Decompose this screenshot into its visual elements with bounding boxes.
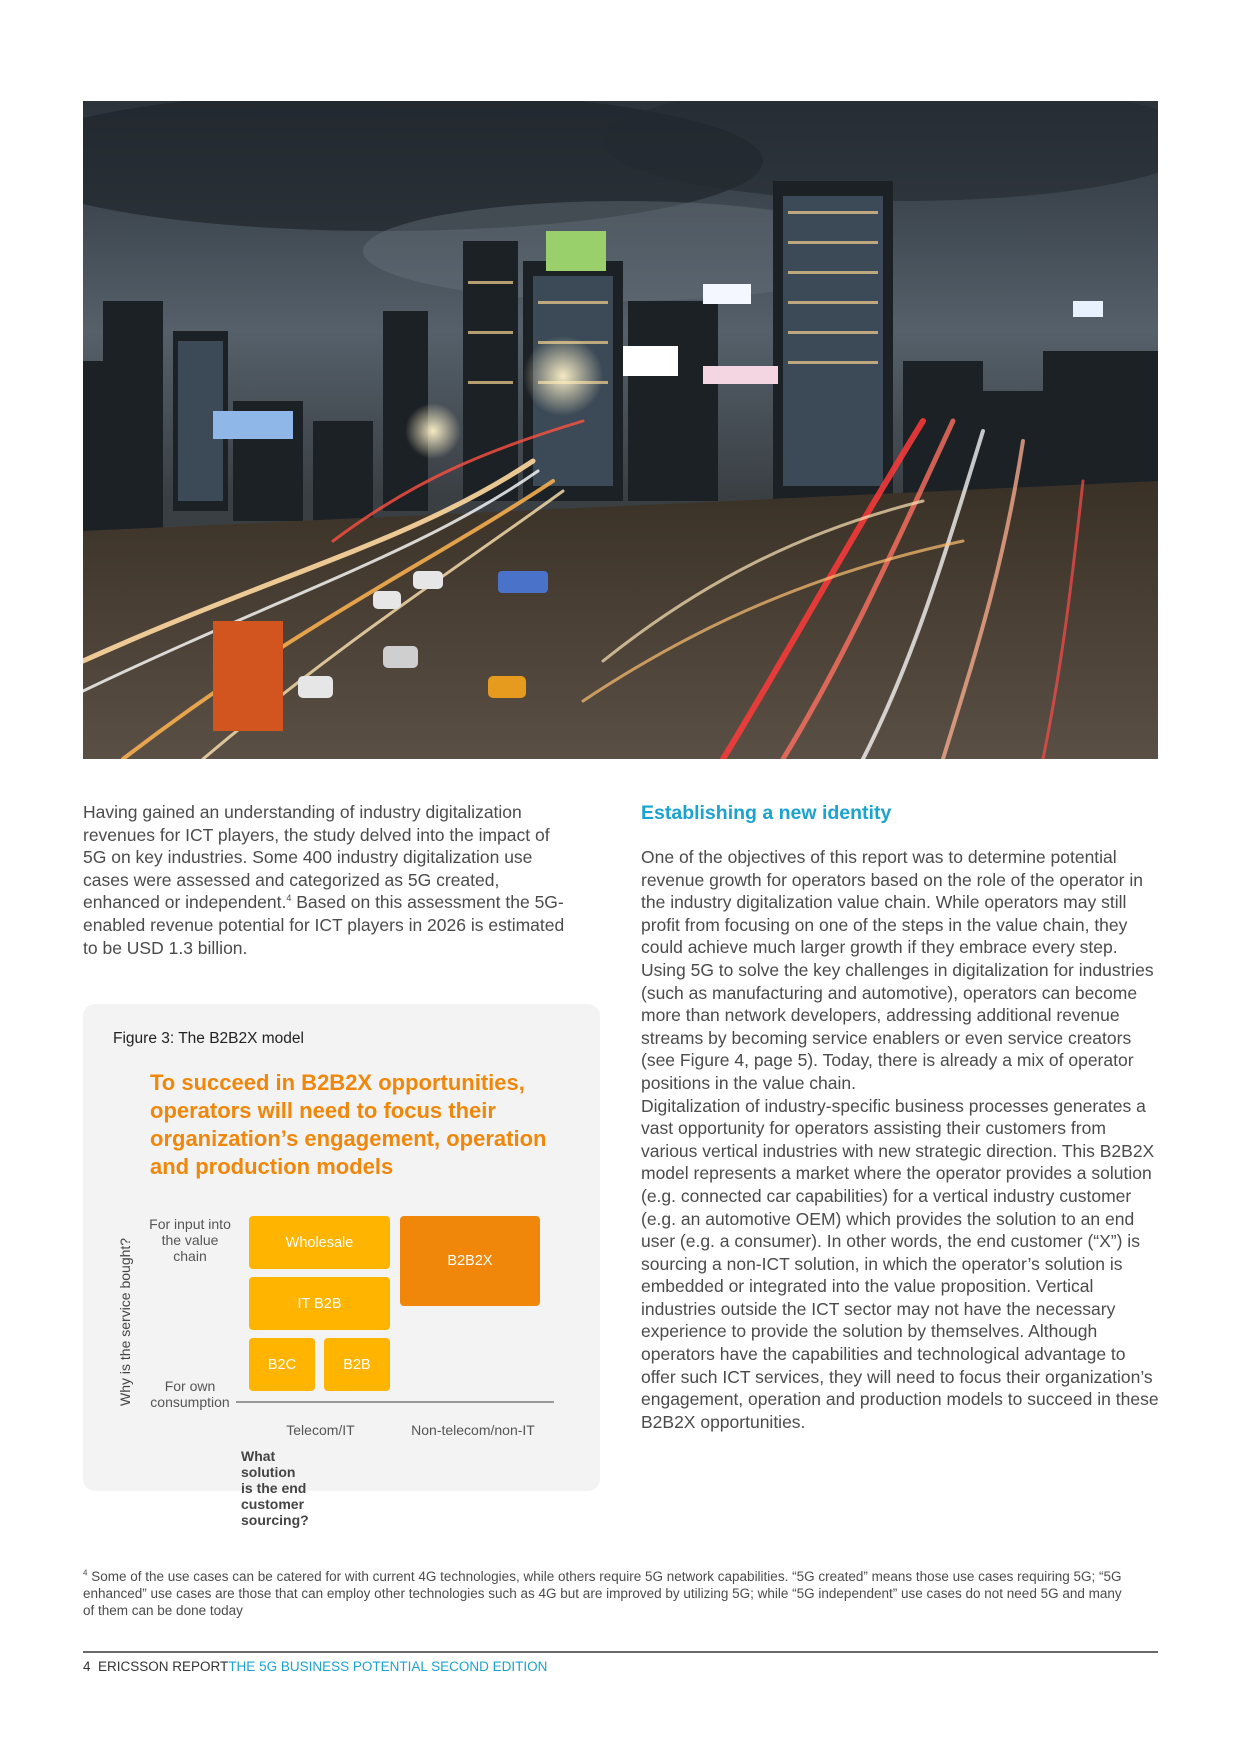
section-heading: Establishing a new identity [641, 802, 892, 824]
cell-b2c: B2C [249, 1338, 315, 1391]
cell-b2b: B2B [324, 1338, 390, 1391]
y-axis-bottom-label: For own consumption [150, 1378, 230, 1410]
cell-b2b2x: B2B2X [400, 1216, 540, 1306]
x-axis-right-label: Non-telecom/non-IT [411, 1422, 535, 1438]
figure-b2b2x-model [83, 1004, 600, 1528]
footnote-text: Some of the use cases can be catered for with current 4G technologies, while others require 5G network capabilities. “5G created” means those use cases requiring 5G; “5G enhanced” use cases are those that can employ other technologies such as 4G but are improved by utilizing 5G; while “5G independent” use cases do not need 5G and many of them can be done today [83, 1569, 1122, 1618]
intro-paragraph: Having gained an understanding of industry digitalization revenues for ICT players, the study delved into the impact of 5G on key industries. Some 400 industry digitalization use cases were assessed and categorized as 5G created, enhanced or independent.$^4$ Based on this assessment the 5G-enabled revenue potential for ICT players in 2026 is estimated to be USD 1.3 billion. [83, 802, 565, 958]
footnote [83, 1568, 1123, 1619]
footnote-number: 4 [83, 1568, 88, 1578]
figure-pull-quote: To succeed in B2B2X opportunities, operators will need to focus their organization’s engagement, operation and production models [150, 1070, 547, 1179]
intro-column [83, 801, 573, 959]
page-number: 4 [83, 1659, 91, 1674]
identity-paragraph-2: Digitalization of industry-specific business processes generates a vast opportunity for operators assisting their customers from various vertical industries with new strategic direction. This B2B2X model represents a market where the operator provides a solution (e.g. connected car capabilities) for a vertical industry customer (e.g. an automotive OEM) which provides the solution to an end user (e.g. a consumer). In other words, the end customer (“X”) is sourcing a non-ICT solution, in which the operator’s solution is embedded or integrated into the value proposition. Vertical industries outside the ICT sector may not have the necessary experience to provide the solution by themselves. Although operators have the capabilities and technological advantage to offer such ICT services, they will need to focus their organization’s engagement, operation and production models to succeed in these B2B2X opportunities. [641, 1095, 1159, 1432]
hero-photo [83, 101, 1158, 759]
page-footer [83, 1659, 547, 1674]
y-axis-top-label: For input into the value chain [149, 1216, 231, 1264]
cell-it-b2b: IT B2B [249, 1277, 390, 1330]
x-axis-title: What solution is the end customer sourcing? [241, 1448, 309, 1528]
figure-caption: Figure 3: The B2B2X model [113, 1030, 304, 1047]
report-title: THE 5G BUSINESS POTENTIAL SECOND EDITION [228, 1659, 548, 1674]
footer-rule [83, 1651, 1158, 1653]
x-axis-left-label: Telecom/IT [286, 1422, 355, 1438]
cell-wholesale: Wholesale [249, 1216, 390, 1269]
report-name: ERICSSON REPORT [98, 1659, 229, 1674]
x-axis-line [236, 1401, 554, 1403]
footnote-ref[interactable]: 4 [286, 893, 292, 904]
identity-column [641, 801, 1161, 1433]
city-light-trails-image [83, 101, 1158, 759]
identity-paragraph-1: One of the objectives of this report was to determine potential revenue growth for operators based on the role of the operator in the industry digitalization value chain. While operators may still profit from focusing on one of the steps in the value chain, they could achieve much larger growth if they embrace every step. Using 5G to solve the key challenges in digitalization for industries (such as manufacturing and automotive), operators can become more than network developers, addressing additional revenue streams by becoming service enablers or even service creators (see Figure 4, page 5). Today, there is already a mix of operator positions in the value chain. [641, 847, 1154, 1093]
y-axis-title: Why is the service bought? [117, 1237, 133, 1406]
